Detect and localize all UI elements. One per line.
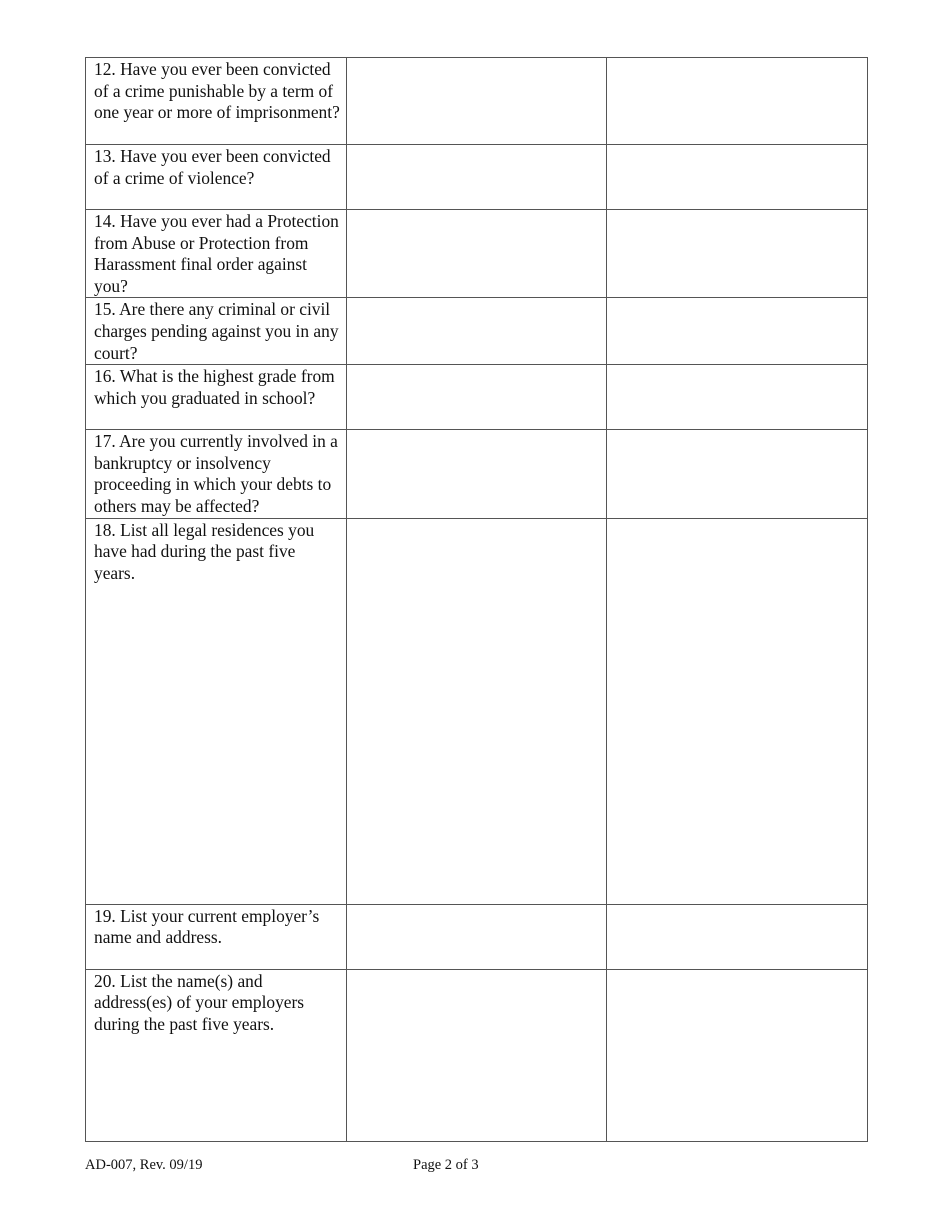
table-row: [86, 210, 868, 298]
table-row: [86, 430, 868, 518]
question-14: 14. Have you ever had a Protection from Abuse or Protection from Harassment final order against you?: [86, 210, 347, 298]
question-15: 15. Are there any criminal or civil charges pending against you in any court?: [86, 298, 347, 365]
answer-12-cell-b[interactable]: [607, 58, 868, 145]
answer-12-cell-a[interactable]: [347, 58, 607, 145]
answer-18-cell-b[interactable]: [607, 518, 868, 904]
question-12: 12. Have you ever been convicted of a crime punishable by a term of one year or more of imprisonment?: [86, 58, 347, 145]
table-row: [86, 518, 868, 904]
answer-19-cell-a[interactable]: [347, 904, 607, 969]
answer-19-cell-b[interactable]: [607, 904, 868, 969]
table-row: [86, 904, 868, 969]
question-19: 19. List your current employer’s name and address.: [86, 904, 347, 969]
table-row: [86, 145, 868, 210]
table-row: [86, 298, 868, 365]
answer-17-cell-a[interactable]: [347, 430, 607, 518]
answer-18-cell-a[interactable]: [347, 518, 607, 904]
question-13: 13. Have you ever been convicted of a crime of violence?: [86, 145, 347, 210]
answer-15-cell-a[interactable]: [347, 298, 607, 365]
answer-15-cell-b[interactable]: [607, 298, 868, 365]
answer-20-cell-b[interactable]: [607, 969, 868, 1141]
answer-20-cell-a[interactable]: [347, 969, 607, 1141]
page-number: Page 2 of 3: [413, 1157, 479, 1173]
question-18: 18. List all legal residences you have had during the past five years.: [86, 518, 347, 904]
answer-16-cell-a[interactable]: [347, 365, 607, 430]
table-row: [86, 58, 868, 145]
answer-16-cell-b[interactable]: [607, 365, 868, 430]
answer-13-cell-b[interactable]: [607, 145, 868, 210]
answer-14-cell-a[interactable]: [347, 210, 607, 298]
answer-13-cell-a[interactable]: [347, 145, 607, 210]
form-revision-id: AD-007, Rev. 09/19: [85, 1157, 203, 1173]
answer-17-cell-b[interactable]: [607, 430, 868, 518]
question-20: 20. List the name(s) and address(es) of your employers during the past five years.: [86, 969, 347, 1141]
questionnaire-table: [85, 57, 868, 1142]
table-row: [86, 969, 868, 1141]
answer-14-cell-b[interactable]: [607, 210, 868, 298]
question-16: 16. What is the highest grade from which you graduated in school?: [86, 365, 347, 430]
question-17: 17. Are you currently involved in a bankruptcy or insolvency proceeding in which your debts to others may be affected?: [86, 430, 347, 518]
table-row: [86, 365, 868, 430]
